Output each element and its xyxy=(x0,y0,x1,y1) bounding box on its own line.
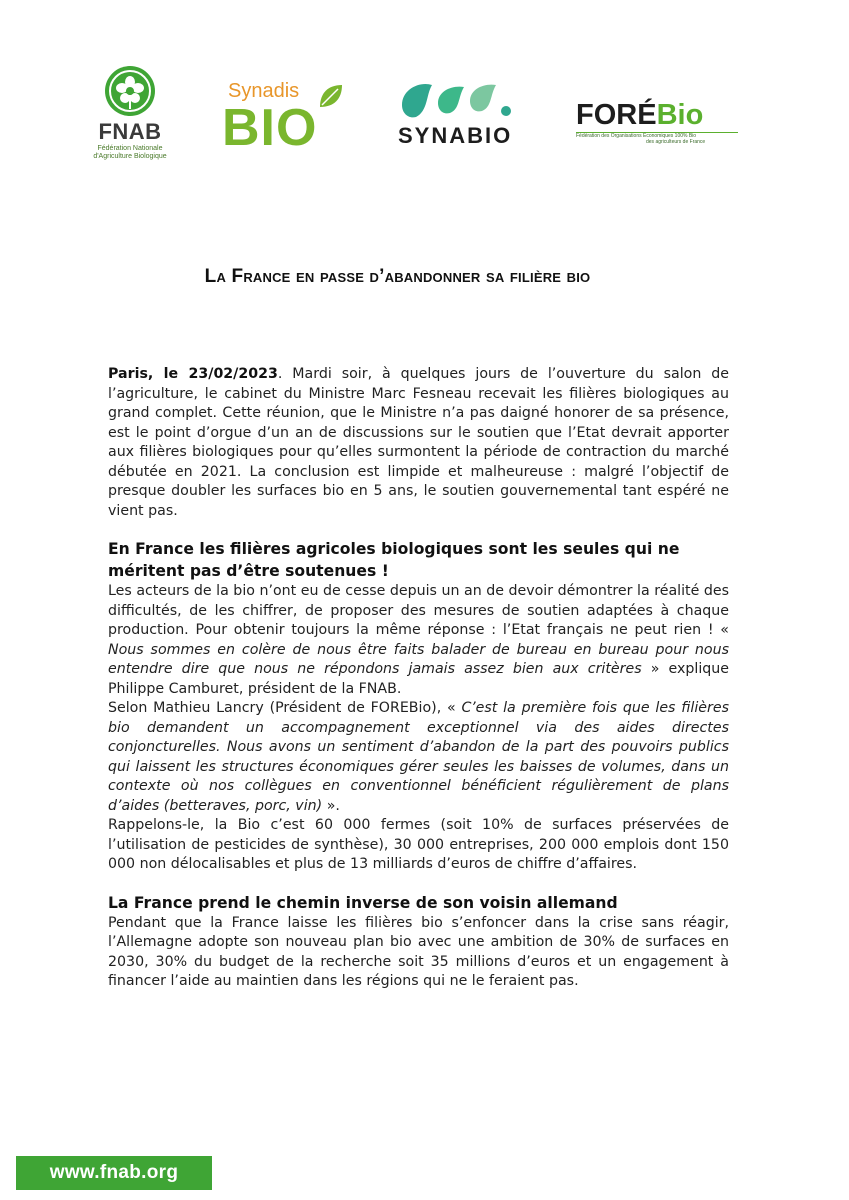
fnab-name: FNAB xyxy=(98,119,162,144)
synabio-logo xyxy=(398,77,538,149)
footer-url[interactable]: www.fnab.org xyxy=(49,1162,179,1183)
p2-end: » explique Philippe Camburet, président de la FNAB. xyxy=(108,661,729,697)
logo-header xyxy=(0,55,849,175)
p2-quote: Nous sommes en colère de nous être faits balader de bureau en bureau pour nous entendre dire que nous ne répondons jamais assez bien aux critères xyxy=(108,641,729,677)
forebio-subtitle-2: des agriculteurs de France xyxy=(646,139,706,145)
footer-url-banner[interactable] xyxy=(16,1156,212,1190)
paragraph-figures: Rappelons-le, la Bio c’est 60 000 fermes (soit 10% de surfaces préservées de l’utilisation de pesticides de synthèse), 30 000 entreprises, 200 000 emplois dont 150 000 non délocalisables et plus de 13 milliards d’euros de chiffre d’affaires. xyxy=(108,817,729,872)
paragraph-intro xyxy=(108,365,729,521)
page-title: La France en passe d’abandonner sa filière bio xyxy=(204,266,591,287)
section-heading-1: En France les filières agricoles biologiques sont les seules qui ne méritent pas d’être soutenues ! xyxy=(108,540,680,580)
p2-text: Les acteurs de la bio n’ont eu de cesse depuis un an de devoir démontrer la réalité des difficultés, de les chiffrer, de proposer des mesures de soutien adaptées à chaque production. Pour obtenir toujours la même réponse : l’Etat français ne peut rien ! « xyxy=(108,583,729,638)
article-body xyxy=(108,365,729,992)
p3-end: ». xyxy=(322,797,340,814)
intro-text: . Mardi soir, à quelques jours de l’ouverture du salon de l’agriculture, le cabinet du Ministre Marc Fesneau recevait les filières biologiques au grand complet. Cette réunion, que le Ministre n’a pas daigné honorer de sa présence, est le point d’orgue d’un an de discussions sur le soutien que l’Etat devrait apporter aux filières biologiques pour qu’elles surmontent la période de contraction du marché débutée en 2021. La conclusion est limpide et malheureuse : malgré l’objectif de presque doubler les surfaces bio en 5 ans, le soutien gouvernemental tant espéré ne vient pas. xyxy=(108,366,729,519)
synadis-name: Synadis xyxy=(228,80,300,102)
paragraph-forebio-quote xyxy=(108,699,729,816)
fnab-logo xyxy=(80,65,180,161)
forebio-bio: Bio xyxy=(656,99,704,131)
dateline: Paris, le 23/02/2023 xyxy=(108,366,278,382)
forebio-name xyxy=(576,100,746,130)
leaf-icon xyxy=(318,83,344,109)
synabio-name: SYNABIO xyxy=(398,123,513,148)
p3-quote: C’est la première fois que les filières bio demandent un accompagnement exceptionnel via des aides directes conjoncturelles. Nous avons un sentiment d’abandon de la part des pouvoirs publics qui laissent les structures économiques gérer seules les baisses de volumes, dans un contexte où nos collègues en conventionnel bénéficient régulièrement de plans d’aides (betteraves, porc, vin) xyxy=(108,700,729,814)
section-heading-2: La France prend le chemin inverse de son voisin allemand xyxy=(108,893,618,912)
drops-icon xyxy=(398,77,518,121)
synadis-bio-text: BIO xyxy=(222,99,318,157)
paragraph-fnab-quote xyxy=(108,582,729,699)
fnab-subtitle-1: Fédération Nationale xyxy=(97,145,163,152)
forebio-subtitle-1: Fédération des Organisations Économiques 100% Bio xyxy=(576,133,697,139)
synadis-bio-logo xyxy=(222,80,352,157)
flower-icon xyxy=(104,65,156,117)
forebio-logo xyxy=(576,100,746,145)
paragraph-germany: Pendant que la France laisse les filières bio s’enfoncer dans la crise sans réagir, l’Allemagne adopte son nouveau plan bio avec une ambition de 30% de surfaces en 2030, 30% du budget de la recherche soit 35 millions d’euros et un engagement à financer l’aide au maintien dans les régions qui ne le feraient pas. xyxy=(108,914,729,989)
fnab-subtitle-2: d'Agriculture Biologique xyxy=(93,153,167,160)
p3-text: Selon Mathieu Lancry (Président de FOREBio), « xyxy=(108,700,462,716)
forebio-fore: FORÉ xyxy=(576,99,657,131)
